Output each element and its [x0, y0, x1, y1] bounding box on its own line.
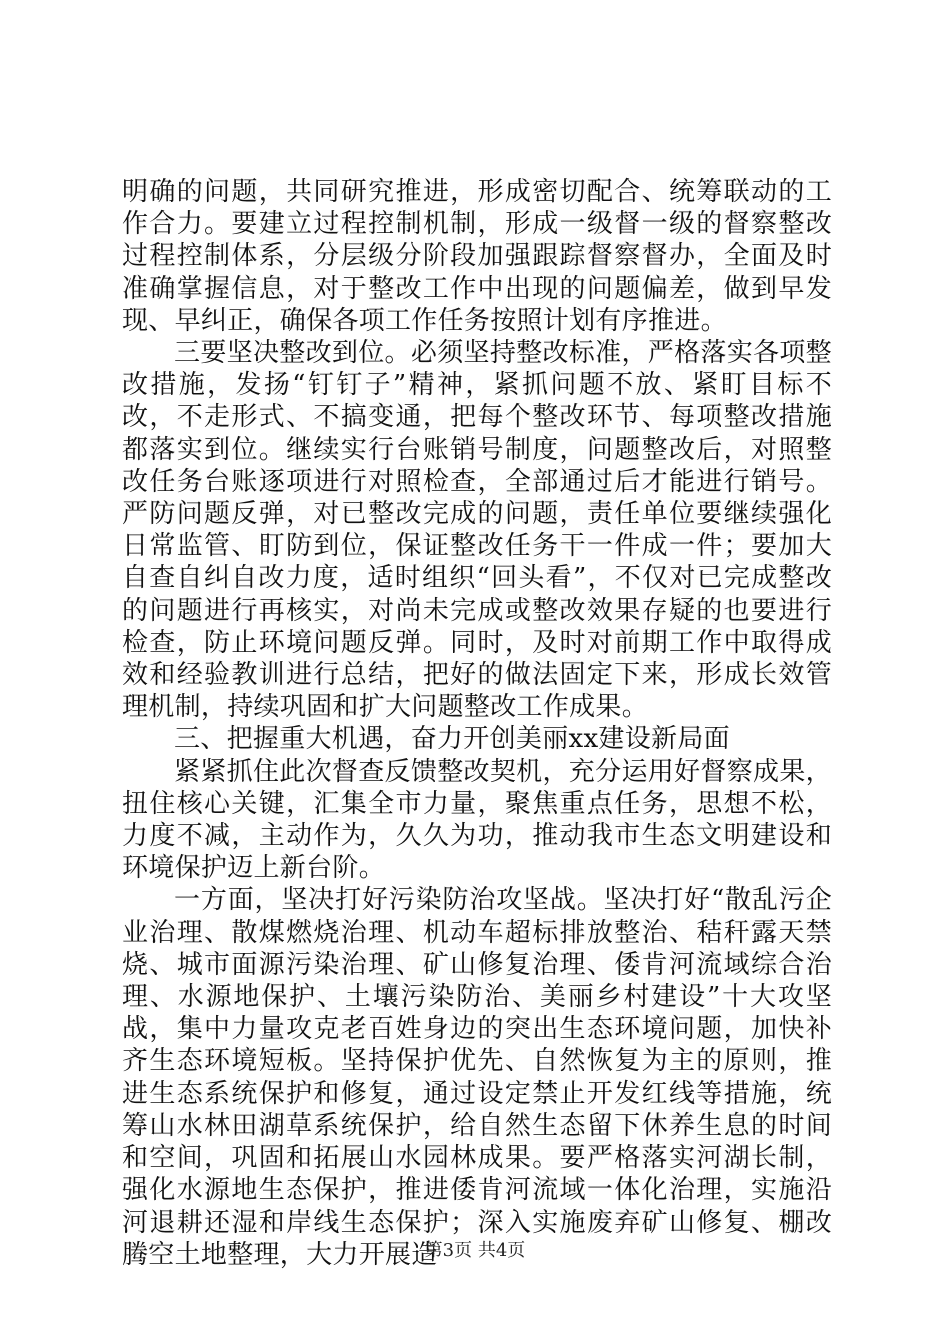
paragraph-pollution-control: 一方面，坚决打好污染防治攻坚战。坚决打好“散乱污企业治理、散煤燃烧治理、机动车超标排放整治、秸秆露天禁烧、城市面源污染治理、矿山修复治理、倭肯河流域综合治理、水源地保护、土壤污染防治、美丽乡村建设”十大攻坚战，集中力量攻克老百姓身边的突出生态环境问题，加快补齐生态环境短板。坚持保护优先、自然恢复为主的原则，推进生态系统保护和修复，通过设定禁止开发红线等措施，统筹山水林田湖草系统保护，给自然生态留下休养生息的时间和空间，巩固和拓展山水园林成果。要严格落实河湖长制，强化水源地生态保护，推进倭肯河流域一体化治理，实施沿河退耕还湿和岸线生态保护；深入实施废弃矿山修复、棚改腾空土地整理，大力开展造 — [122, 885, 832, 1270]
section-heading: 三、把握重大机遇，奋力开创美丽xx建设新局面 — [174, 724, 730, 755]
paragraph-rectification: 三要坚决整改到位。必须坚持整改标准，严格落实各项整改措施，发扬“钉钉子”精神，紧抓问题不放、紧盯目标不改，不走形式、不搞变通，把每个整改环节、每项整改措施都落实到位。继续实行台账销号制度，问题整改后，对照整改任务台账逐项进行对照检查，全部通过后才能进行销号。严防问题反弹，对已整改完成的问题，责任单位要继续强化日常监管、盯防到位，保证整改任务干一件成一件；要加大自查自纠自改力度，适时组织“回头看”，不仅对已完成整改的问题进行再核实，对尚未完成或整改效果存疑的也要进行检查，防止环境问题反弹。同时，及时对前期工作中取得成效和经验教训进行总结，把好的做法固定下来，形成长效管理机制，持续巩固和扩大问题整改工作成果。 — [122, 338, 832, 723]
document-body — [122, 176, 832, 1271]
paragraph-continuation: 明确的问题，共同研究推进，形成密切配合、统筹联动的工作合力。要建立过程控制机制，形成一级督一级的督察整改过程控制体系，分层级分阶段加强跟踪督察督办，全面及时准确掌握信息，对于整改工作中出现的问题偏差，做到早发现、早纠正，确保各项工作任务按照计划有序推进。 — [122, 177, 832, 336]
paragraph-opportunity: 紧紧抓住此次督查反馈整改契机，充分运用好督察成果，扭住核心关键，汇集全市力量，聚焦重点任务，思想不松，力度不减，主动作为，久久为功，推动我市生态文明建设和环境保护迈上新台阶。 — [122, 756, 832, 884]
page-footer: 第3页 共4页 — [424, 1240, 526, 1261]
